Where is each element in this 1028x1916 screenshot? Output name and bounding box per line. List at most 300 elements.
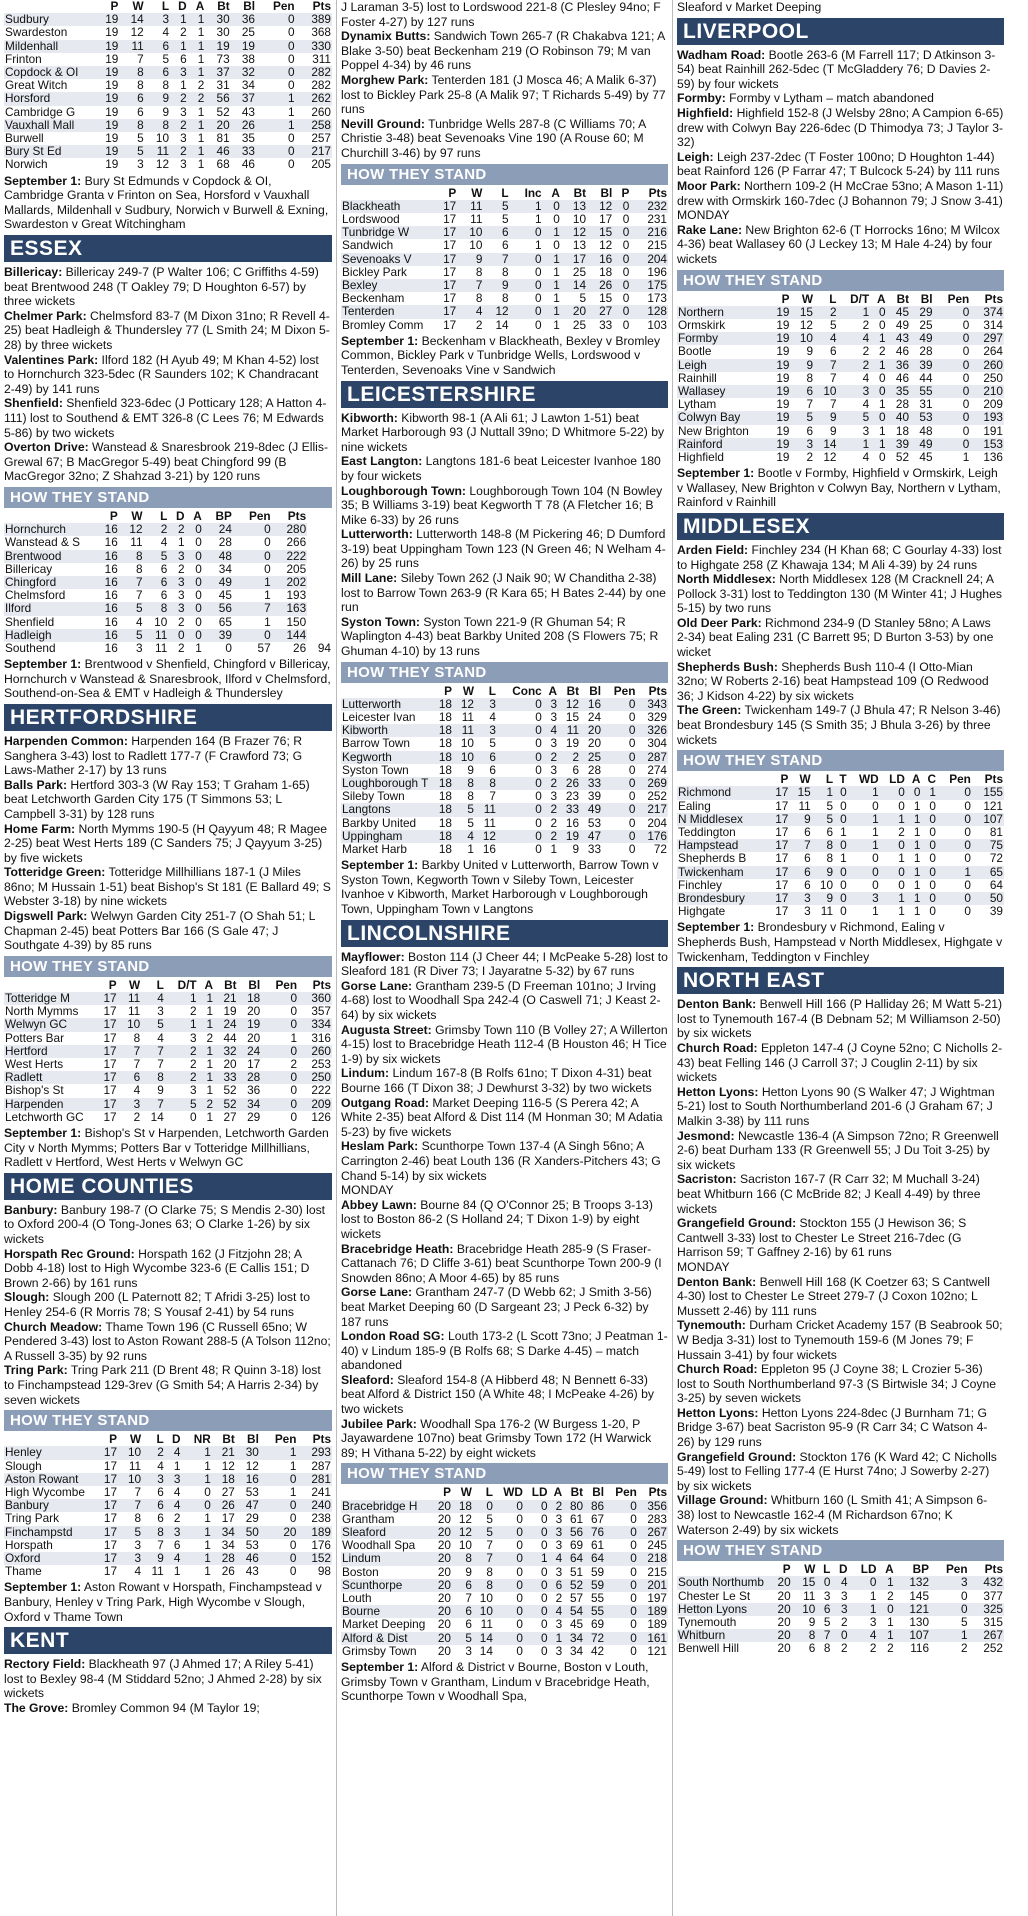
table-cell: 126 (311, 1109, 331, 1124)
table-cell: 21 (212, 1446, 236, 1459)
column-header: Pen (613, 683, 636, 698)
table-cell: 28 (212, 1552, 236, 1565)
fixtures-continued: Sleaford v Market Deeping (677, 0, 822, 14)
team-name: Langtons (341, 803, 431, 816)
table-cell: 0 (929, 825, 936, 840)
table-cell: 7 (118, 1499, 142, 1512)
match-result (341, 1373, 668, 1417)
table-cell: 8 (812, 839, 834, 852)
table-row (341, 1552, 668, 1565)
ground-name: Home Farm: (4, 821, 76, 836)
table-cell: 2 (177, 640, 185, 655)
column-header: D (176, 508, 185, 523)
result-text: Sleaford 154-8 (A Hibberd 48; N Bennett 6-33) beat Alford & District 150 (A White 48; I McPeake 4-26) by two wickets (341, 1372, 654, 1417)
table-cell: 8 (823, 1641, 831, 1656)
column-header: Pts (984, 772, 1003, 787)
table-cell: 2 (887, 1641, 894, 1656)
table-cell: 0 (195, 535, 202, 550)
table-cell: 0 (929, 798, 936, 813)
table-cell: 17 (94, 1071, 118, 1084)
table-cell: 121 (983, 798, 1003, 813)
table-cell: 0 (540, 1591, 548, 1606)
table-cell: 11 (558, 724, 580, 737)
table-cell: 19 (105, 51, 119, 66)
table-cell: 5 (812, 813, 834, 826)
table-cell: 19 (767, 411, 791, 424)
column-header: Pts (287, 508, 307, 523)
standings-table (677, 293, 1004, 465)
team-name: Colwyn Bay (677, 411, 767, 424)
table-cell: 1 (256, 92, 296, 105)
ground-name: Outgang Road: (341, 1095, 430, 1110)
column-header: W (799, 772, 811, 787)
table-cell: 316 (311, 1030, 331, 1045)
table-cell: 1 (197, 25, 205, 40)
table-cell: 209 (983, 397, 1003, 412)
match-result (677, 1216, 1004, 1260)
table-row (4, 1565, 332, 1578)
result-text: New Brighton 62-6 (T Horrocks 16no; M Wilcox 4-36) beat Wallasey 60 (J Leckey 13; M Hale 4-24) by four wickets (677, 222, 1000, 266)
table-cell: 17 (767, 839, 789, 852)
table-cell: 15 (791, 306, 815, 319)
table-cell: 1 (898, 904, 905, 919)
table-cell: 11 (820, 904, 834, 919)
table-cell: 1 (197, 104, 205, 119)
table-cell: 29 (245, 1511, 259, 1526)
table-cell: 7 (829, 397, 837, 412)
table-cell: 6 (549, 1579, 564, 1592)
match-result (677, 572, 1004, 616)
table-cell: 1 (206, 1004, 213, 1019)
table-cell: 39 (887, 438, 911, 451)
table-cell: 6 (452, 1579, 473, 1592)
table-row (341, 239, 668, 252)
table-cell: 1 (550, 842, 558, 857)
table-cell: 1 (206, 1083, 213, 1098)
table-cell: 0 (934, 306, 971, 319)
table-cell: 0 (834, 839, 848, 852)
table-cell: 136 (983, 449, 1003, 464)
table-cell: 4 (165, 1552, 182, 1565)
table-cell: 1 (878, 397, 886, 412)
table-cell: 17 (431, 279, 457, 292)
table-cell: 76 (584, 1526, 605, 1539)
table-cell: 3 (168, 602, 185, 615)
table-cell: 252 (647, 789, 667, 804)
team-name: Richmond (677, 786, 767, 799)
column-header: L (485, 1485, 493, 1500)
table-cell: 432 (969, 1576, 1004, 1589)
table-cell: 1 (198, 1045, 214, 1058)
fixtures-note: September 1: Brentwood v Shenfield, Chingford v Billericay, Hornchurch v Wanstead & Snaresbrook, Ilford v Chelmsford, Southend-on-Sea & EMT v Hadleigh & Thundersley (4, 657, 331, 701)
table-cell: 0 (630, 1564, 637, 1579)
standings-table (341, 685, 668, 857)
table-cell: 205 (311, 157, 331, 172)
table-cell: 0 (628, 710, 636, 725)
table-cell: 202 (272, 576, 308, 589)
table-cell: 33 (231, 145, 256, 158)
table-cell: 0 (168, 629, 185, 642)
table-cell: 0 (535, 815, 542, 830)
table-cell: 20 (437, 1591, 451, 1606)
table-cell: 217 (636, 803, 668, 816)
table-cell: 130 (909, 1615, 930, 1630)
table-cell: 11 (144, 629, 169, 642)
standings-header: HOW THEY STAND (4, 956, 332, 977)
table-cell: 0 (497, 751, 543, 764)
table-cell: 12 (823, 449, 837, 464)
table-cell: 193 (970, 411, 1004, 424)
table-cell: 0 (834, 813, 848, 826)
table-cell: 11 (453, 724, 475, 737)
table-cell: 0 (602, 751, 636, 764)
column-header: Bl (243, 0, 255, 13)
match-result (677, 1172, 1004, 1216)
ground-name: Balls Park: (4, 777, 68, 792)
match-result (677, 1129, 1004, 1173)
match-result (677, 660, 1004, 704)
table-cell: 25 (919, 317, 933, 332)
table-cell: 0 (289, 1511, 297, 1526)
team-name: Oxford (4, 1552, 94, 1565)
table-cell: 0 (630, 1511, 637, 1526)
table-cell: 19 (205, 40, 230, 53)
table-cell: 14 (814, 438, 838, 451)
table-cell: 52 (223, 1083, 237, 1098)
results-list (4, 734, 332, 953)
table-cell: 304 (647, 736, 667, 751)
table-cell: 163 (272, 602, 308, 615)
table-cell: 1 (180, 78, 187, 93)
table-cell: 17 (431, 200, 457, 213)
team-name: Vauxhall Mall (4, 119, 94, 132)
column-header: Pts (312, 0, 331, 13)
column-header: L (823, 1562, 831, 1577)
team-name: Southend (5, 640, 56, 655)
ground-name: Church Road: (677, 1041, 758, 1056)
table-header-row (341, 685, 668, 698)
team-name: Burwell (5, 131, 44, 146)
team-name: Rainford (677, 438, 767, 451)
table-cell: 68 (216, 157, 230, 172)
table-cell: 51 (569, 1564, 584, 1579)
fixtures-note: September 1: Bootle v Formby, Highfield v Ormskirk, Leigh v Wallasey, New Brighton v Colwyn Bay, Northern v Lytham, Rainford v Rainhill (677, 466, 1001, 510)
team-name: Norwich (5, 157, 48, 172)
ground-name: Denton Bank: (677, 1274, 757, 1289)
table-row (341, 1632, 668, 1645)
team-name: Chester Le St (678, 1588, 751, 1603)
table-row (4, 642, 332, 655)
table-cell: 0 (964, 825, 971, 840)
table-cell: 7 (233, 602, 272, 615)
match-result (341, 1066, 668, 1095)
table-cell: 17 (767, 892, 789, 905)
table-cell: 1 (204, 1537, 211, 1552)
table-cell: 1 (553, 264, 560, 279)
match-result (4, 1247, 332, 1291)
team-name: Market Deeping (342, 1617, 426, 1632)
table-cell: 54 (563, 1605, 584, 1618)
table-cell: 16 (565, 815, 580, 830)
team-name: West Herts (5, 1057, 64, 1072)
section-title-kent: KENT (4, 1627, 332, 1654)
table-cell: 11 (128, 1458, 142, 1473)
column-header: Pts (648, 683, 667, 698)
ground-name: Overton Drive: (4, 440, 89, 455)
table-cell: 19 (776, 370, 790, 385)
table-cell: 6 (804, 877, 811, 892)
table-cell: 3 (550, 710, 558, 725)
table-cell: 21 (214, 992, 238, 1005)
table-cell: 1 (264, 588, 271, 603)
table-cell: 2 (555, 1591, 563, 1606)
table-cell: 61 (590, 1538, 605, 1553)
table-cell: 5 (483, 200, 509, 213)
table-cell: 67 (590, 1511, 605, 1526)
team-name: Lutterworth (341, 698, 431, 711)
table-cell: 0 (964, 877, 971, 892)
table-cell: 314 (983, 317, 1003, 332)
column-header: Bl (589, 683, 602, 698)
table-cell: 16 (104, 561, 118, 576)
table-cell: 1 (188, 119, 206, 132)
table-row (4, 1460, 332, 1473)
table-cell: 0 (602, 830, 636, 843)
table-cell: 0 (288, 131, 295, 146)
team-name: Bourne (341, 1605, 431, 1618)
team-name: Brentwood (4, 550, 94, 563)
match-result (677, 150, 1004, 179)
table-cell: 1 (962, 449, 970, 464)
table-cell: 0 (622, 211, 630, 226)
table-cell: 0 (605, 1579, 638, 1592)
table-cell: 0 (540, 1617, 548, 1632)
table-cell: 10 (458, 1538, 472, 1553)
team-name: Sileby Town (342, 789, 405, 804)
match-result (4, 822, 332, 866)
column-header: D (178, 0, 187, 13)
section-title-lincolnshire: LINCOLNSHIRE (341, 920, 668, 947)
table-cell: 5 (502, 211, 509, 226)
results-list (341, 950, 668, 1184)
team-name: Whitburn (677, 1629, 767, 1642)
table-cell: 260 (311, 104, 331, 119)
table-cell: 20 (437, 1617, 451, 1632)
table-cell: 34 (563, 1632, 584, 1645)
table-cell: 11 (480, 1617, 493, 1632)
table-cell: 52 (214, 1098, 238, 1111)
table-cell: 19 (231, 40, 256, 53)
table-cell: 311 (312, 51, 331, 66)
column-header: T (839, 772, 847, 787)
table-cell: 0 (186, 576, 203, 589)
table-row (4, 1098, 332, 1111)
table-cell: 20 (767, 1629, 792, 1642)
ground-name: The Grove: (4, 1700, 69, 1715)
table-cell: 5 (838, 411, 871, 424)
table-row (4, 1446, 332, 1459)
table-cell: 0 (186, 602, 203, 615)
column-header: P (444, 683, 452, 698)
table-cell: 1 (198, 1018, 214, 1031)
ground-name: Abbey Lawn: (341, 1197, 417, 1212)
table-cell: 1 (535, 211, 542, 226)
table-cell: 0 (930, 1603, 969, 1616)
section-title-north-east: NORTH EAST (677, 967, 1004, 994)
table-row (677, 786, 1004, 799)
match-result (341, 979, 668, 1023)
team-name: Lordswood (342, 211, 400, 226)
table-cell: 267 (638, 1526, 668, 1539)
table-cell: 1 (264, 614, 271, 629)
table-cell: 16 (104, 588, 118, 603)
column-header: P (781, 291, 790, 306)
table-cell: 0 (260, 1473, 298, 1486)
team-name: Blackheath (341, 200, 431, 213)
team-name: Tunbridge W (341, 226, 431, 239)
column-header: P (780, 772, 789, 787)
table-row (4, 1084, 332, 1097)
table-cell: 1 (170, 40, 188, 53)
table-cell: 10 (479, 1591, 493, 1606)
team-name: Northern (677, 306, 767, 319)
table-row (4, 1486, 332, 1499)
table-cell: 0 (288, 51, 295, 66)
table-cell: 49 (910, 438, 934, 451)
table-cell: 33 (580, 777, 602, 790)
table-cell: 0 (524, 1500, 549, 1513)
table-cell: 3 (180, 104, 187, 119)
result-text: Eppleton 147-4 (J Coyne 52no; C Nicholls 2-43) beat Felling 146 (J Carroll 37; J Couglin 2-11) by six wickets (677, 1041, 1003, 1085)
table-cell: 55 (590, 1591, 605, 1606)
table-cell: 2 (869, 1641, 877, 1656)
table-row (4, 1539, 332, 1552)
table-cell: 8 (145, 119, 170, 132)
table-cell: 55 (584, 1605, 605, 1618)
table-cell: 6 (157, 1484, 164, 1499)
table-cell: 0 (834, 892, 848, 905)
table-cell: 7 (489, 789, 496, 804)
table-cell: 10 (792, 1603, 817, 1616)
team-name: Leigh (677, 359, 767, 372)
table-cell: 356 (638, 1500, 668, 1513)
table-cell: 0 (840, 877, 847, 892)
table-cell: 34 (238, 1098, 262, 1111)
ground-name: London Road SG: (341, 1329, 445, 1344)
team-name: Syston Town (342, 762, 409, 777)
column-header: Bt (217, 0, 230, 13)
table-cell: 0 (872, 877, 879, 892)
table-cell: 389 (296, 13, 332, 26)
table-cell: 4 (134, 1564, 142, 1579)
table-row (677, 1642, 1004, 1655)
table-cell: 315 (983, 1615, 1003, 1630)
table-cell: 3 (555, 1643, 563, 1658)
table-cell: 0 (535, 736, 542, 751)
table-cell: 19 (565, 736, 580, 751)
ground-name: Billericay: (4, 265, 63, 280)
team-name: Market Harb (342, 842, 407, 857)
table-cell: 3 (869, 1615, 877, 1630)
table-cell: 16 (94, 550, 119, 563)
table-cell: 18 (599, 264, 613, 279)
table-cell: 0 (878, 449, 886, 464)
column-header (677, 293, 767, 306)
ground-name: Dynamix Butts: (341, 29, 431, 44)
result-text: Finchley 234 (H Khan 68; C Gourlay 4-33) lost to Highgate 258 (Z Khawaja 134; M Ali 4-39) by 24 runs (677, 542, 1002, 572)
table-cell: 0 (535, 762, 542, 777)
table-cell: 14 (150, 1109, 164, 1124)
match-result (677, 1041, 1004, 1085)
table-cell: 7 (141, 1098, 165, 1111)
table-cell: 17 (94, 1473, 118, 1486)
ground-name: Bracebridge Heath: (341, 1241, 454, 1256)
table-cell: 1 (553, 317, 560, 332)
match-result (4, 309, 332, 353)
match-result (4, 865, 332, 909)
table-cell: 3 (930, 1576, 969, 1589)
table-cell: 18 (431, 777, 453, 790)
table-cell: 245 (647, 1538, 667, 1553)
table-cell: 1 (898, 851, 905, 866)
table-cell: 9 (789, 813, 811, 826)
table-cell: 36 (247, 1083, 261, 1098)
table-cell: 17 (103, 1057, 117, 1072)
table-cell: 205 (286, 561, 307, 576)
table-cell: 0 (524, 1605, 549, 1618)
table-cell: 0 (260, 1499, 298, 1512)
team-name: Bromley Comm (342, 317, 424, 332)
table-cell: 19 (767, 332, 791, 345)
table-cell: 9 (483, 279, 509, 292)
table-cell: 0 (535, 710, 542, 725)
table-cell: 17 (443, 238, 457, 253)
column-header: Pts (984, 1562, 1003, 1577)
match-result (677, 616, 1004, 660)
table-cell: 0 (497, 724, 543, 737)
table-cell: 0 (962, 370, 970, 385)
table-cell: 20 (777, 1615, 791, 1630)
table-cell: 3 (190, 1083, 197, 1098)
table-row (677, 1576, 1004, 1589)
table-cell: 8 (502, 291, 509, 306)
table-cell: 1 (198, 992, 214, 1005)
table-row (341, 1645, 668, 1658)
table-cell: 281 (297, 1473, 332, 1486)
table-row (4, 602, 332, 615)
table-cell: 18 (431, 698, 453, 711)
column-header: Pen (272, 0, 295, 13)
table-cell: 231 (647, 211, 667, 226)
table-cell: 0 (535, 317, 542, 332)
table-cell: 0 (516, 1591, 523, 1606)
table-cell: 52 (216, 104, 230, 119)
column-header: L (156, 977, 164, 992)
table-cell: 5 (119, 602, 144, 615)
ground-name: Mill Lane: (341, 571, 398, 586)
column-header (341, 685, 431, 698)
match-result (341, 73, 668, 117)
table-cell: 44 (919, 370, 933, 385)
table-cell: 1 (906, 839, 922, 852)
table-cell: 5 (961, 1615, 968, 1630)
table-cell: 39 (203, 629, 233, 642)
table-row (677, 359, 1004, 372)
table-cell: 19 (105, 131, 119, 146)
table-cell: 1 (906, 866, 922, 879)
match-result (677, 1450, 1004, 1494)
table-cell: 12 (799, 317, 813, 332)
